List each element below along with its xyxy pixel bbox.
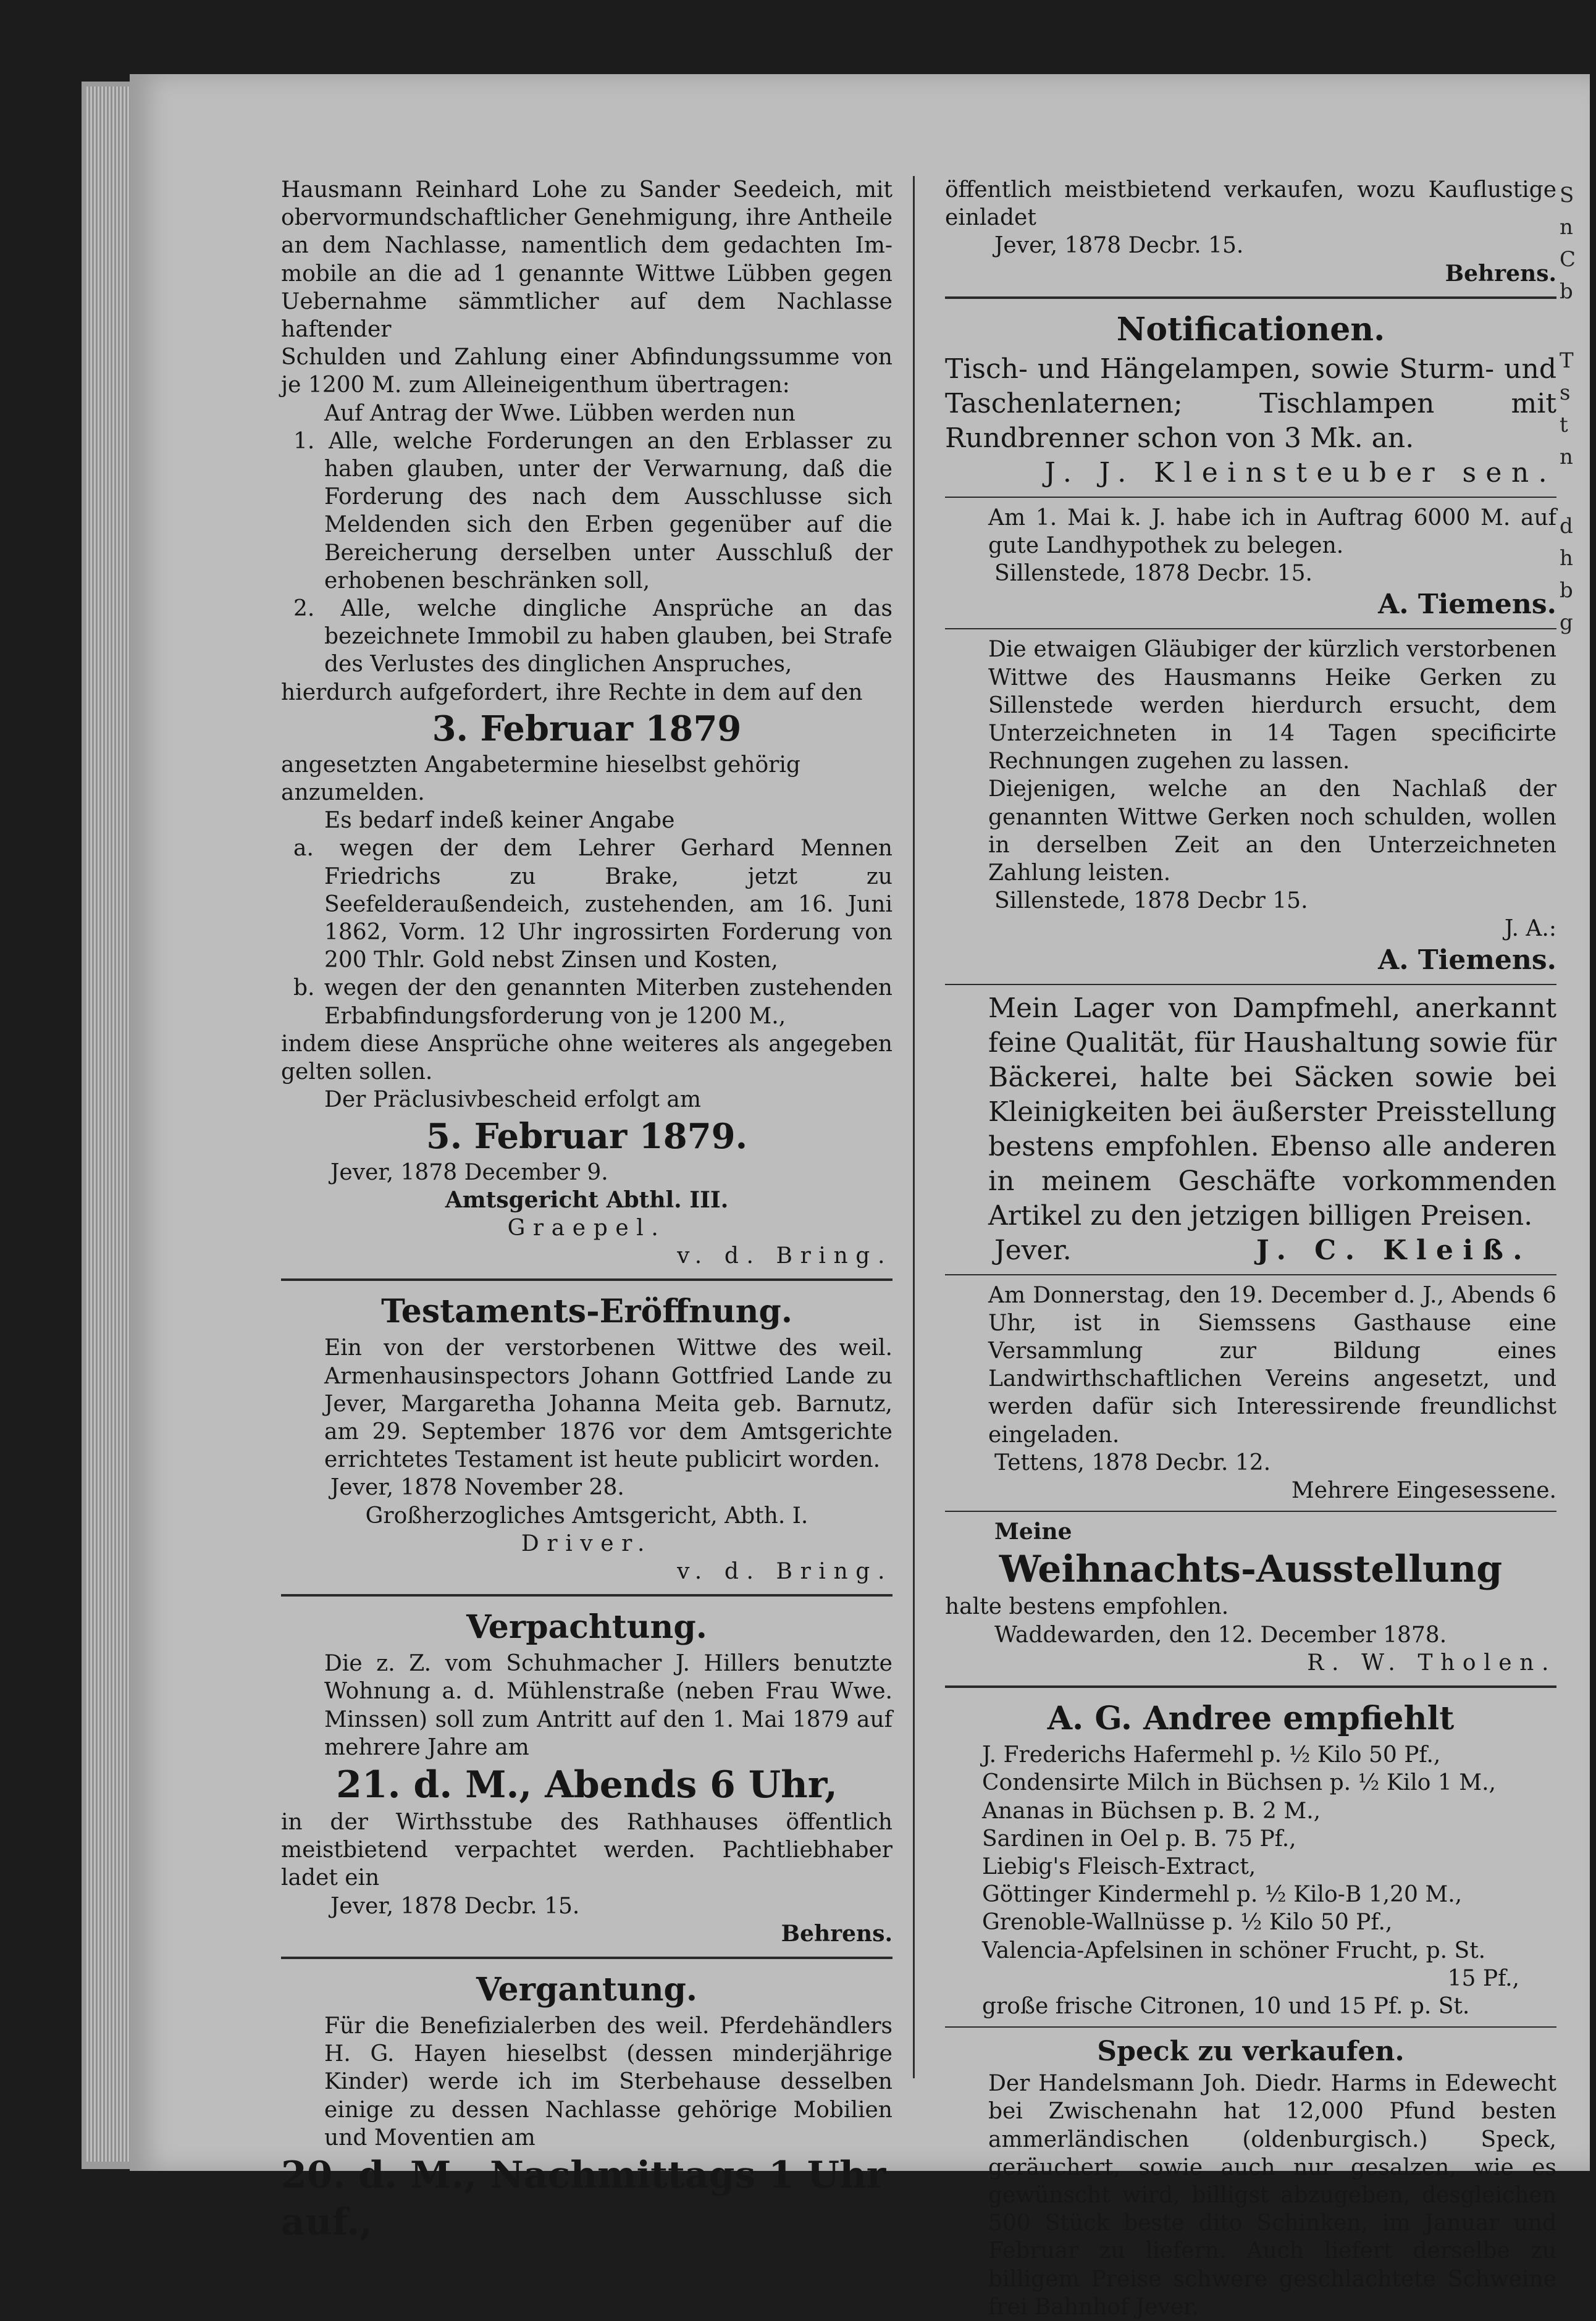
court-1: Amtsgericht Abthl. III. <box>445 1186 729 1213</box>
vergantung-body: Für die Benefizialerben des weil. Pferdehändlers H. G. Hayen hieselbst (dessen minderjährige Kinder) werde ich im Sterbehause desselben einige zu dessen Nachlasse gehörige Mobilien und Moventien am <box>324 2013 892 2151</box>
glaeubiger-ia: J. A.: <box>1504 916 1556 942</box>
andree-item: Liebig's Fleisch-Extract, <box>982 1853 1256 1879</box>
notif-body: Tisch- und Hängelampen, sowie Sturm- und Taschenlaternen; Tischlampen mit Rundbrenner schon von 3 Mk. an. <box>945 353 1556 454</box>
intro-line: Uebernahme sämmtlicher auf dem Nachlasse haftender <box>281 288 892 343</box>
edge-fragment: s <box>1560 380 1571 405</box>
edge-fragment: b <box>1560 279 1573 304</box>
column-divider <box>913 176 915 2078</box>
notif-title: Notificationen. <box>1116 310 1385 348</box>
mai-notice <box>945 504 1556 623</box>
edge-fragment: n <box>1560 215 1573 240</box>
verein-place-date: Tettens, 1878 Decbr. 12. <box>994 1450 1271 1475</box>
testament-body: Ein von der verstorbenen Wittwe des weil. Armenhausinspectors Johann Gottfried Lande zu Jever, Margaretha Johanna Meita geb. Barnutz, am 29. September 1876 vor dem Amtsgerichte errichtetes Testament ist heute publicirt worden. <box>324 1335 892 1473</box>
andree-notice <box>945 1697 1556 2020</box>
mai-place-date: Sillenstede, 1878 Decbr. 15. <box>994 561 1313 587</box>
weihnacht-notice <box>945 1518 1556 1677</box>
edge-fragment: h <box>1560 546 1573 571</box>
continuation-place-date: Jever, 1878 Decbr. 15. <box>994 233 1244 259</box>
item-a: a. wegen der dem Lehrer Gerhard Mennen Friedrichs zu Brake, jetzt zu Seefelderaußendeich, zustehenden, am 16. Juni 1862, Vorm. 12 Uhr ingrossirten Forderung von 200 Thlr. Gold nebst Zinsen und Kosten, <box>293 836 892 973</box>
vergantung-date: 20. d. M., Nachmittags 1 Uhr auf., <box>281 2153 886 2244</box>
clerk-1: v. d. Bring. <box>677 1243 892 1269</box>
andree-item: J. Frederichs Hafermehl p. ½ Kilo 50 Pf., <box>982 1742 1441 1768</box>
edge-fragment: n <box>1560 445 1573 469</box>
weihnacht-body: halte bestens empfohlen. <box>945 1594 1229 1620</box>
decision-text: Der Präclusivbescheid erfolgt am <box>324 1087 701 1113</box>
item-b: b. wegen der den genannten Miterben zustehenden Erbabfindungsforderung von je 1200 M., <box>293 975 892 1029</box>
verpachtung-body-2: in der Wirthsstube des Rathhauses öffentlich meistbietend verpachtet werden. Pachtliebhaber ladet ein <box>281 1809 892 1891</box>
weihnacht-sig: R. W. Tholen. <box>1307 1650 1556 1676</box>
speck-title: Speck zu verkaufen. <box>1097 2036 1405 2068</box>
section-rule <box>945 1685 1556 1688</box>
weihnacht-title: Weihnachts-Ausstellung <box>999 1548 1503 1592</box>
item-2: 2. Alle, welche dingliche Ansprüche an das bezeichnete Immobil zu haben glauben, bei Strafe des Verlustes des dinglichen Anspruches, <box>293 596 892 678</box>
intro-line: Schulden und Zahlung einer Abfindungssumme von <box>281 345 892 371</box>
weihnacht-meine: Meine <box>994 1519 1072 1545</box>
next-page-edge <box>1560 179 1596 639</box>
andree-item: 15 Pf., <box>1447 1965 1519 1991</box>
glaeubiger-body-2: Diejenigen, welche an den Nachlaß der genannten Wittwe Gerken noch schulden, wollen in derselben Zeit an den Unterzeichneten Zahlung leisten. <box>988 776 1556 886</box>
section-rule <box>945 984 1556 985</box>
item-1: 1. Alle, welche Forderungen an den Erblasser zu haben glauben, unter der Verwarnung, daß die Forderung des nach dem Ausschlusse sich Meldenden sich den Erben gegenüber auf die Bereicherung derselben unter Ausschluß der erhobenen beschränken soll, <box>293 428 892 594</box>
date-2: 5. Februar 1879. <box>426 1115 748 1157</box>
place-date-1: Jever, 1878 December 9. <box>330 1159 608 1185</box>
intro-line: obervormundschaftlicher Genehmigung, ihre Antheile <box>281 205 892 231</box>
section-rule <box>945 628 1556 629</box>
intro-line: je 1200 M. zum Alleineigenthum übertragen: <box>281 372 790 398</box>
glaeubiger-sig: A. Tiemens. <box>1378 944 1556 976</box>
dampfmehl-footer <box>945 1233 1556 1268</box>
verpachtung-notice <box>281 1605 892 1948</box>
andree-item: Condensirte Milch in Büchsen p. ½ Kilo 1 M., <box>982 1770 1496 1796</box>
verein-notice <box>945 1282 1556 1505</box>
dampfmehl-sig: J. C. Kleiß. <box>1256 1234 1532 1266</box>
edge-fragment: d <box>1560 514 1573 539</box>
speck-body: Der Handelsmann Joh. Diedr. Harms in Edewecht bei Zwischenahn hat 12,000 Pfund besten ammerländischen (oldenburgisch.) Speck, geräuchert, sowie auch nur gesalzen, wie es gewünscht wird, billigst abzugeben, desgleichen 500 Stück beste dito Schinken, im Januar und Februar zu liefern. Auch liefert derselbe zu billigem Preise schwere geschlachtete Schweine frei Bahnhof Jever. <box>988 2071 1556 2320</box>
andree-title: A. G. Andree empfiehlt <box>1047 1700 1455 1738</box>
summons-text: hierdurch aufgefordert, ihre Rechte in dem auf den <box>281 679 863 705</box>
edge-fragment: S <box>1560 183 1574 208</box>
page-stack <box>86 86 136 2162</box>
testament-judge: Driver. <box>521 1530 653 1556</box>
right-column <box>945 176 1556 2321</box>
speck-notice <box>945 2034 1556 2321</box>
claims-text: indem diese Ansprüche ohne weiteres als angegeben gelten sollen. <box>281 1031 892 1085</box>
andree-item: Ananas in Büchsen p. B. 2 M., <box>982 1798 1321 1824</box>
section-rule <box>281 1957 892 1959</box>
intro-line: Hausmann Reinhard Lohe zu Sander Seedeich, mit <box>281 177 892 203</box>
date-1-after: angesetzten Angabetermine hieselbst gehörig anzumelden. <box>281 752 800 806</box>
andree-item: große frische Citronen, 10 und 15 Pf. p. St. <box>982 1993 1470 2019</box>
intro-line: an dem Nachlasse, namentlich dem gedachten Im- <box>281 233 892 259</box>
request-text: Auf Antrag der Wwe. Lübben werden nun <box>324 400 796 426</box>
continuation-sig: Behrens. <box>1445 260 1556 287</box>
section-rule <box>945 497 1556 498</box>
section-rule <box>945 296 1556 299</box>
verpachtung-sig: Behrens. <box>781 1920 892 1947</box>
dampfmehl-notice <box>945 991 1556 1268</box>
edge-fragment: C <box>1560 247 1576 272</box>
section-rule <box>281 1594 892 1597</box>
date-1: 3. Februar 1879 <box>432 708 742 749</box>
verpachtung-title: Verpachtung. <box>466 1608 707 1647</box>
vergantung-notice <box>281 1968 892 2246</box>
verein-body: Am Donnerstag, den 19. December d. J., Abends 6 Uhr, ist in Siemssens Gasthause eine Versammlung zur Bildung eines Landwirthschaftlichen Vereins angesetzt, und werden dafür sich Interessirende freundlichst eingeladen. <box>988 1282 1556 1448</box>
testament-court: Großherzogliches Amtsgericht, Abth. I. <box>365 1503 808 1529</box>
testament-place-date: Jever, 1878 November 28. <box>330 1475 624 1501</box>
mai-body: Am 1. Mai k. J. habe ich in Auftrag 6000 M. auf gute Landhypothek zu belegen. <box>988 505 1556 559</box>
continuation-text: öffentlich meistbietend verkaufen, wozu Kauflustige einladet <box>945 177 1556 231</box>
weihnacht-place-date: Waddewarden, den 12. December 1878. <box>994 1622 1447 1648</box>
no-need-text: Es bedarf indeß keiner Angabe <box>324 808 675 834</box>
glaeubiger-notice <box>945 636 1556 977</box>
andree-item: Göttinger Kindermehl p. ½ Kilo-B 1,20 M., <box>982 1882 1463 1908</box>
verein-sig: Mehrere Eingesessene. <box>1291 1478 1556 1504</box>
left-column <box>281 176 892 2246</box>
section-rule <box>945 2026 1556 2028</box>
glaeubiger-place-date: Sillenstede, 1878 Decbr 15. <box>994 888 1308 914</box>
mai-sig: A. Tiemens. <box>1378 589 1556 621</box>
intro-block <box>281 176 892 400</box>
edge-fragment: T <box>1560 348 1574 373</box>
verpachtung-date: 21. d. M., Abends 6 Uhr, <box>336 1763 838 1807</box>
andree-item: Valencia-Apfelsinen in schöner Frucht, p. St. <box>982 1937 1486 1963</box>
edge-fragment: g <box>1560 610 1573 635</box>
testament-clerk: v. d. Bring. <box>677 1558 892 1584</box>
testament-title: Testaments-Eröffnung. <box>381 1293 792 1331</box>
verpachtung-body: Die z. Z. vom Schuhmacher J. Hillers benutzte Wohnung a. d. Mühlenstraße (neben Frau Wwe. Minssen) soll zum Antritt auf den 1. Mai 1879 auf mehrere Jahre am <box>324 1651 892 1760</box>
verpachtung-place-date: Jever, 1878 Decbr. 15. <box>330 1893 580 1919</box>
section-rule <box>281 1278 892 1281</box>
section-rule <box>945 1274 1556 1275</box>
andree-item: Sardinen in Oel p. B. 75 Pf., <box>982 1826 1296 1852</box>
edge-fragment: t <box>1560 413 1568 437</box>
intro-line: mobile an die ad 1 genannte Wittwe Lübben gegen <box>281 261 892 287</box>
andree-item: Grenoble-Wallnüsse p. ½ Kilo 50 Pf., <box>982 1910 1393 1936</box>
glaeubiger-body: Die etwaigen Gläubiger der kürzlich verstorbenen Wittwe des Hausmanns Heike Gerken zu Sillenstede werden hierdurch ersucht, dem Unterzeichneten in 14 Tagen specificirte Rechnungen zugehen zu lassen. <box>988 637 1556 774</box>
section-rule <box>945 1511 1556 1512</box>
testament-notice <box>281 1290 892 1585</box>
vergantung-title: Vergantung. <box>476 1970 697 2008</box>
dampfmehl-place: Jever. <box>994 1234 1072 1266</box>
notif-sig: J. J. Kleinsteuber sen. <box>1044 456 1556 489</box>
judge-1: Graepel. <box>507 1215 666 1241</box>
notif-notice <box>945 308 1556 490</box>
edge-fragment: b <box>1560 578 1573 603</box>
dampfmehl-body: Mein Lager von Dampfmehl, anerkannt feine Qualität, für Haushaltung sowie für Bäckerei, halte bei Säcken sowie bei Kleinigkeiten bei äußerster Preisstellung bestens empfohlen. Ebenso alle anderen in meinem Geschäfte vorkommenden Artikel zu den jetzigen billigen Preisen. <box>988 992 1556 1232</box>
